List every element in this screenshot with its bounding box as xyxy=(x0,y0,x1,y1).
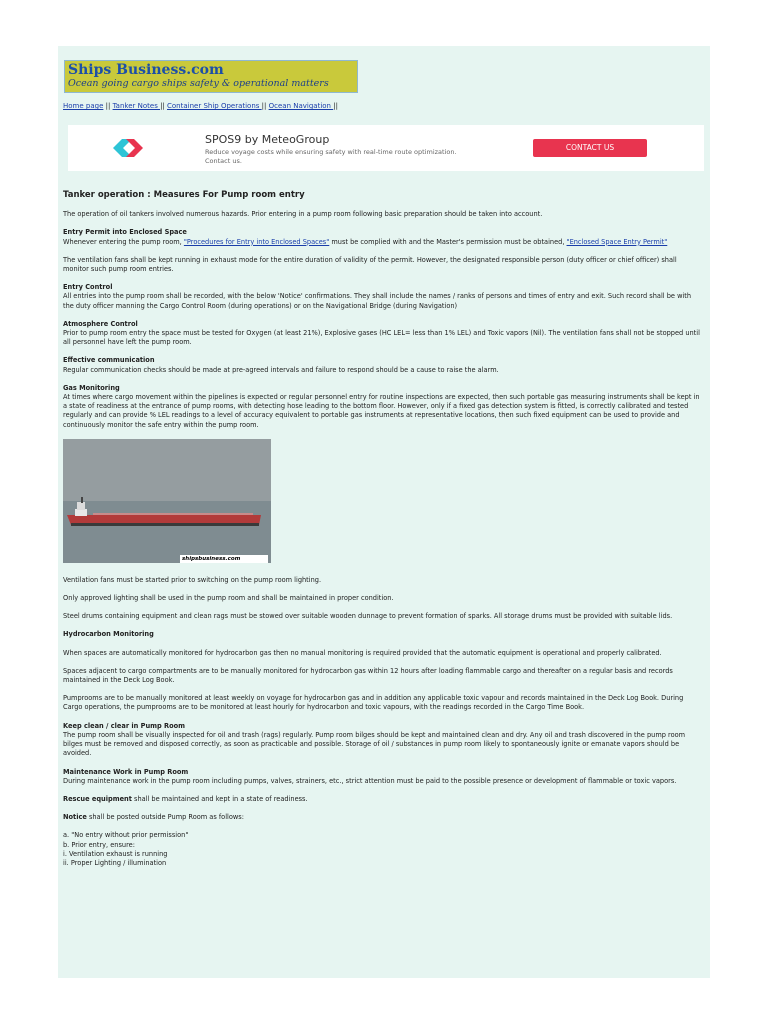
clean-heading: Keep clean / clear in Pump Room xyxy=(63,721,186,730)
entry-control-section: Entry Control All entries into the pump room shall be recorded, with the below 'Notice' confirmations. They shall include the names / ranks of persons and times of entry and exit. Such record shall be with the duty officer manning the Cargo Control Room (during operations) or on the Navigational Bridge (during Navigation) xyxy=(63,283,703,311)
nav-tanker-notes-link[interactable]: Tanker Notes xyxy=(112,102,161,110)
procedures-link[interactable]: "Procedures for Entry into Enclosed Spaces" xyxy=(183,237,330,246)
list-item: b. Prior entry, ensure: xyxy=(63,840,135,849)
communication-section: Effective communication Regular communication checks should be made at pre-agreed intervals and failure to respond should be a cause to raise the alarm. xyxy=(63,356,703,374)
hydrocarbon-paragraph-2: Spaces adjacent to cargo compartments are to be manually monitored for hydrocarbon gas within 12 hours after loading flammable cargo and thereafter on a regular basis and records maintained in the Deck Log Book. xyxy=(63,666,673,685)
nav-bar: Home page || Tanker Notes || Container Ship Operations || Ocean Navigation || xyxy=(63,102,338,110)
intro-paragraph: The operation of oil tankers involved numerous hazards. Prior entering in a pump room following basic preparation should be taken into account. xyxy=(63,210,543,219)
tanker-ship-icon xyxy=(63,439,271,563)
clean-section: Keep clean / clear in Pump Room The pump room shall be visually inspected for oil and trash (rags) regularly. Pump room bilges should be kept and maintained clean and dry. Any oil and trash discovered in the pump room bilges must be removed and disposed correctly, as soon as practicable and possible. Storage of oil / substances in pump room likely to spontaneously ignite or emanate vapors should be avoided. xyxy=(63,722,703,759)
hydrocarbon-paragraph-3: Pumprooms are to be manually monitored at least weekly on voyage for hydrocarbon gas and in addition any applicable toxic vapour and records maintained in the Deck Log Book. During Cargo operations, the pumprooms are to be monitored at least hourly for hydrocarbon and toxic vapours, with the readings recorded in the Cargo Time Book. xyxy=(63,694,684,712)
photo-caption: shipsbusiness.com xyxy=(180,555,268,563)
article-title: Tanker operation : Measures For Pump room entry xyxy=(63,190,305,200)
lighting-paragraph-1: Ventilation fans must be started prior to switching on the pump room lighting. xyxy=(63,575,322,584)
notice-heading: Notice xyxy=(63,813,87,822)
maintenance-heading: Maintenance Work in Pump Room xyxy=(63,767,189,776)
nav-container-ops-link[interactable]: Container Ship Operations xyxy=(167,102,262,110)
gas-heading: Gas Monitoring xyxy=(63,383,120,392)
list-item: ii. Proper Lighting / illumination xyxy=(63,858,167,867)
atmosphere-section: Atmosphere Control Prior to pump room entry the space must be tested for Oxygen (at least 21%), Explosive gases (HC LEL= less than 1% LEL) and Toxic vapors (Nil). The ventilation fans shall not be stopped until all personnel have left the pump room. xyxy=(63,320,703,348)
site-banner-logo[interactable] xyxy=(64,60,358,93)
hydrocarbon-heading: Hydrocarbon Monitoring xyxy=(63,630,154,639)
notice-list xyxy=(63,831,703,868)
lighting-paragraph-2: Only approved lighting shall be used in the pump room and shall be maintained in proper condition. xyxy=(63,594,394,603)
site-name: Ships Business.com xyxy=(68,62,224,78)
drums-paragraph: Steel drums containing equipment and clean rags must be stowed over suitable wooden dunnage to prevent formation of sparks. All storage drums must be provided with suitable lids. xyxy=(63,612,673,621)
rescue-heading: Rescue equipment xyxy=(63,794,132,803)
gas-section: Gas Monitoring At times where cargo movement within the pipelines is expected or regular personnel entry for routine inspections are expected, then such portable gas measuring instruments shall be kept in a state of readiness at the entrance of pump rooms, with detecting hose leading to the bottom floor. However, only if a fixed gas detection system is fitted, is correctly calibrated and tested regularly and can provide % LEL readings to a level of accuracy equivalent to portable gas instruments at representative locations, then such fixed equipment can be used to provide and continuously monitor the safe entry within the pump room. xyxy=(63,384,703,430)
list-item: i. Ventilation exhaust is running xyxy=(63,849,168,858)
article-content xyxy=(63,191,703,868)
maintenance-section: Maintenance Work in Pump Room During maintenance work in the pump room including pumps, valves, strainers, etc., strict attention must be paid to the possible presence or development of flammable or toxic vapors. xyxy=(63,768,703,786)
list-item: a. "No entry without prior permission" xyxy=(63,831,189,840)
atmosphere-heading: Atmosphere Control xyxy=(63,319,138,328)
ad-contact-button[interactable]: CONTACT US xyxy=(533,139,647,157)
notice-paragraph: Notice shall be posted outside Pump Room as follows: xyxy=(63,813,244,822)
rescue-paragraph: Rescue equipment shall be maintained and kept in a state of readiness. xyxy=(63,794,308,803)
permit-link[interactable]: "Enclosed Space Entry Permit" xyxy=(566,237,668,246)
permit-heading: Entry Permit into Enclosed Space xyxy=(63,228,187,237)
meteogroup-logo-icon xyxy=(112,137,144,159)
tanker-ship-photo xyxy=(63,439,271,563)
fans-paragraph: The ventilation fans shall be kept running in exhaust mode for the entire duration of validity of the permit. However, the designated responsible person (duty officer or chief officer) shall monitor such pump room entries. xyxy=(63,255,677,274)
communication-heading: Effective communication xyxy=(63,356,155,365)
advertisement-banner[interactable] xyxy=(68,125,704,171)
nav-ocean-navigation-link[interactable]: Ocean Navigation xyxy=(268,102,334,110)
entry-control-heading: Entry Control xyxy=(63,283,113,292)
nav-home-link[interactable]: Home page xyxy=(63,102,104,110)
page-container xyxy=(58,46,710,978)
ad-title: SPOS9 by MeteoGroup xyxy=(205,133,330,146)
permit-section: Entry Permit into Enclosed Space Whenever entering the pump room, "Procedures for Entry into Enclosed Spaces" must be complied with and the Master's permission must be obtained, "Enclosed Space Entry Permit" xyxy=(63,228,703,246)
site-tagline: Ocean going cargo ships safety & operational matters xyxy=(68,78,329,89)
hydrocarbon-paragraph-1: When spaces are automatically monitored for hydrocarbon gas then no manual monitoring is required provided that the automatic equipment is operational and properly calibrated. xyxy=(63,648,662,657)
ad-description: Reduce voyage costs while ensuring safety with real-time route optimization. Contact us. xyxy=(205,148,457,165)
